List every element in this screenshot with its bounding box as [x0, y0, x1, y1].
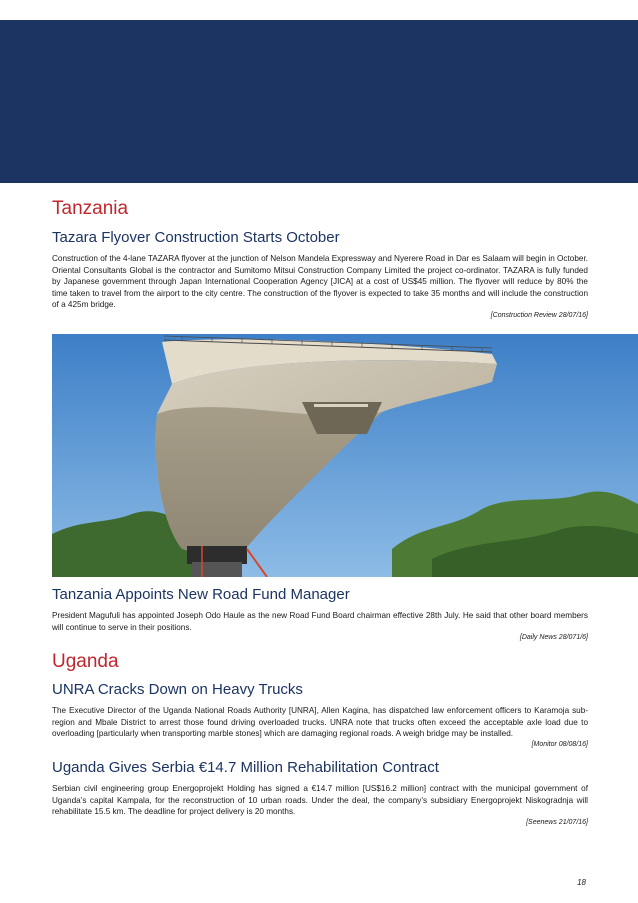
- article-body: Construction of the 4-lane TAZARA flyover at the junction of Nelson Mandela Expressway and Nyerere Road in Dar es Salaam will begin in October. Oriental Consultants Global is the contractor and Sumitomo Mitsui Construction Company Limited the project co-ordinator. TAZARA is fully funded by Japanese government through Japan International Cooperation Agency [JICA] at a cost of US$45 million. The flyover will reduce by 80% the time taken to travel from the airport to the city centre. The construction of the flyover is expected to take 35 months and will include the construction of a 425m bridge.: [52, 254, 588, 310]
- page-number: 18: [577, 878, 586, 887]
- article-source: [Construction Review 28/07/16]: [490, 311, 588, 319]
- article-body: The Executive Director of the Uganda National Roads Authority [UNRA], Allen Kagina, has dispatched law enforcement officers to Karamoja sub-region and Mbale District to arrest those found driving overloaded trucks. UNRA note that trucks often exceed the acceptable axle load due to overloading [particularly when transporting marble stones] which are damaging regional roads. A weigh bridge may be installed.: [52, 706, 588, 739]
- article-source: [Monitor 08/08/16]: [531, 740, 588, 748]
- article-title: Uganda Gives Serbia €14.7 Million Rehabilitation Contract: [52, 758, 439, 776]
- article-body: Serbian civil engineering group Energoprojekt Holding has signed a €14.7 million [US$16.2 million] contract with the municipal government of Uganda’s capital Kampala, for the reconstruction of 10 urban roads. Under the deal, the company’s subsidiary Energoprojekt Niskogradnja will rehabilitate 15.5 km. The deadline for project delivery is 20 months.: [52, 783, 588, 817]
- article-title: Tanzania Appoints New Road Fund Manager: [52, 585, 350, 603]
- flyover-photo: [52, 334, 638, 577]
- header-band: [0, 20, 638, 183]
- article-source: [Seenews 21/07/16]: [526, 818, 588, 826]
- country-heading-uganda: Uganda: [52, 651, 119, 673]
- article-title: UNRA Cracks Down on Heavy Trucks: [52, 681, 303, 699]
- article-source: [Daily News 28/071/6]: [519, 634, 588, 642]
- article-title: Tazara Flyover Construction Starts October: [52, 229, 340, 246]
- article-body: President Magufuli has appointed Joseph Odo Haule as the new Road Fund Board chairman effective 28th July. He said that other board members will continue to serve in their positions.: [52, 610, 588, 632]
- country-heading-tanzania: Tanzania: [52, 198, 129, 219]
